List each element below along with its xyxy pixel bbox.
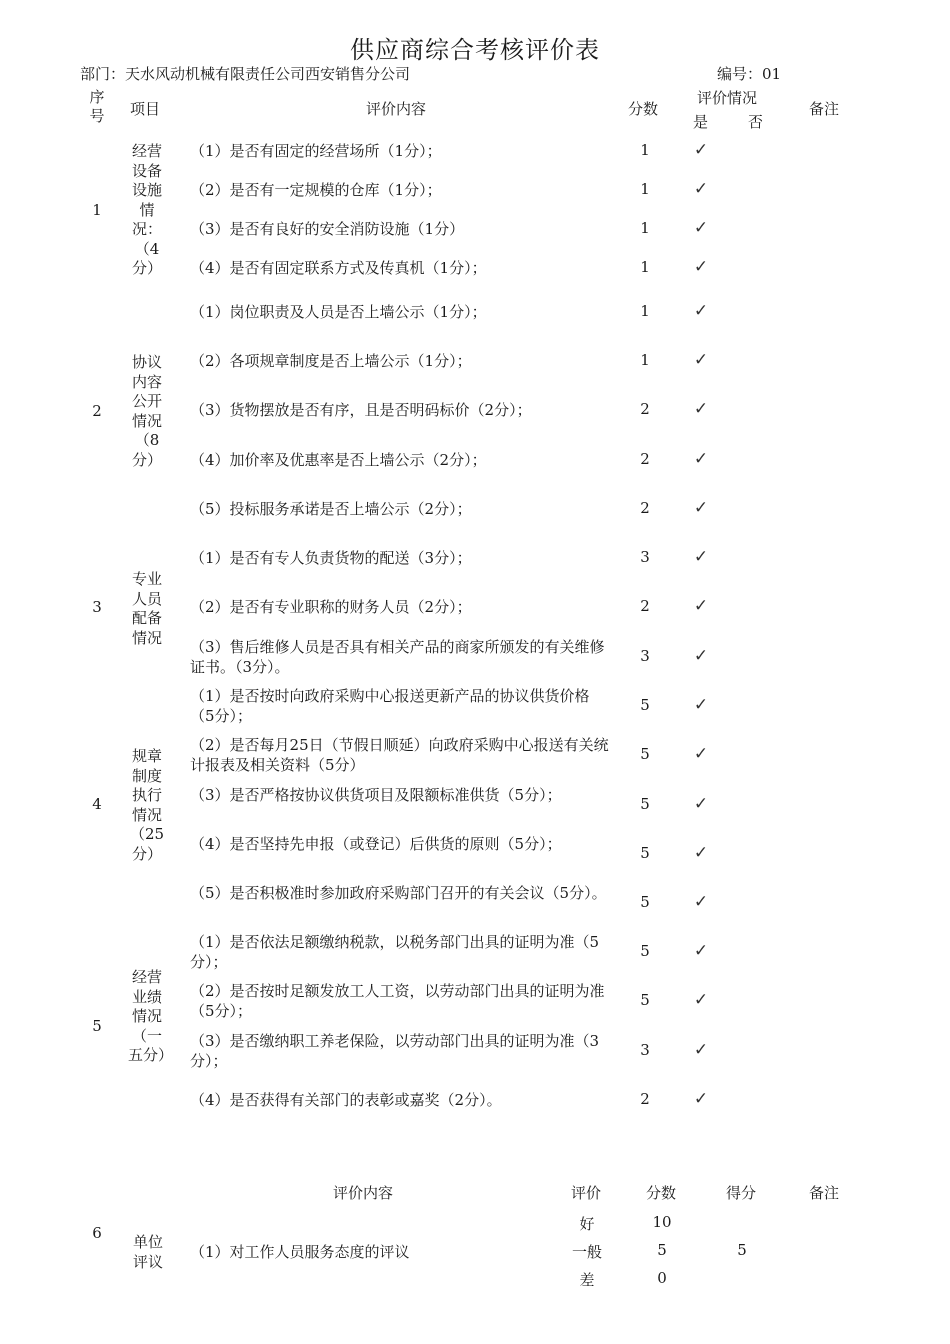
header-score-2: 分数 <box>646 1184 677 1202</box>
seq-number: 4 <box>92 795 102 813</box>
criterion-score: 1 <box>640 351 650 369</box>
check-icon: ✓ <box>693 843 709 863</box>
header-no: 否 <box>748 113 764 131</box>
criterion-score: 1 <box>640 141 650 159</box>
criterion-score: 3 <box>640 548 650 566</box>
criterion-text: （1）对工作人员服务态度的评议 <box>190 1243 410 1261</box>
criterion-text: （4）是否有固定联系方式及传真机（1分）； <box>190 259 487 277</box>
criterion-score: 2 <box>640 400 650 418</box>
header-evaluation: 评价情况 <box>697 89 758 107</box>
criterion-score: 1 <box>640 180 650 198</box>
criterion-text: （4）是否坚持先申报（或登记）后供货的原则（5分）； <box>190 835 562 853</box>
rating-label: 差 <box>579 1271 595 1289</box>
rating-score: 10 <box>652 1213 672 1231</box>
header-seq: 序号 <box>89 88 105 125</box>
criterion-text: （3）是否严格按协议供货项目及限额标准供货（5分）； <box>190 786 562 804</box>
criterion-text: （5）投标服务承诺是否上墙公示（2分）； <box>190 500 472 518</box>
seq-number: 5 <box>92 1017 102 1035</box>
criterion-text: （2）是否按时足额发放工人工资，以劳动部门出具的证明为准（5分）； <box>190 982 605 1020</box>
rating-score: 0 <box>657 1269 667 1287</box>
check-icon: ✓ <box>693 399 709 419</box>
rating-label: 好 <box>579 1215 595 1233</box>
check-icon: ✓ <box>693 892 709 912</box>
header-got: 得分 <box>726 1184 757 1202</box>
header-yes: 是 <box>693 113 709 131</box>
header-rating: 评价 <box>571 1184 602 1202</box>
criterion-score: 5 <box>640 991 650 1009</box>
check-icon: ✓ <box>693 794 709 814</box>
category-label: 专业人员配备情况 <box>131 570 162 647</box>
category-label: 单位评议 <box>132 1233 163 1271</box>
category-label: 经营业绩情况（一五分） <box>128 968 174 1064</box>
seq-number: 1 <box>92 201 102 219</box>
check-icon: ✓ <box>693 695 709 715</box>
header-remark-2: 备注 <box>809 1184 840 1202</box>
check-icon: ✓ <box>693 941 709 961</box>
criterion-text: （2）是否有一定规模的仓库（1分）； <box>190 181 442 199</box>
page-title: 供应商综合考核评价表 <box>350 36 600 64</box>
criterion-score: 2 <box>640 597 650 615</box>
criterion-text: （2）各项规章制度是否上墙公示（1分）； <box>190 352 472 370</box>
check-icon: ✓ <box>693 646 709 666</box>
criterion-score: 2 <box>640 450 650 468</box>
check-icon: ✓ <box>693 350 709 370</box>
check-icon: ✓ <box>693 1040 709 1060</box>
check-icon: ✓ <box>693 498 709 518</box>
criterion-text: （2）是否每月25日（节假日顺延）向政府采购中心报送有关统计报表及相关资料（5分） <box>190 736 609 774</box>
serial-number: 编号：01 <box>717 65 782 83</box>
seq-number: 3 <box>92 598 102 616</box>
check-icon: ✓ <box>693 140 709 160</box>
check-icon: ✓ <box>693 301 709 321</box>
header-project: 项目 <box>130 100 161 118</box>
criterion-text: （3）货物摆放是否有序，且是否明码标价（2分）； <box>190 401 532 419</box>
criterion-text: （5）是否积极准时参加政府采购部门召开的有关会议（5分）。 <box>190 884 607 902</box>
seq-number: 2 <box>92 402 102 420</box>
got-score: 5 <box>737 1241 747 1259</box>
check-icon: ✓ <box>693 179 709 199</box>
criterion-text: （1）岗位职责及人员是否上墙公示（1分）； <box>190 303 487 321</box>
department-label: 部门：天水风动机械有限责任公司西安销售分公司 <box>80 65 411 83</box>
check-icon: ✓ <box>693 990 709 1010</box>
check-icon: ✓ <box>693 547 709 567</box>
criterion-score: 1 <box>640 302 650 320</box>
category-label: 协议内容公开情况（8分） <box>131 353 162 469</box>
criterion-text: （1）是否按时向政府采购中心报送更新产品的协议供货价格（5分）； <box>190 687 590 725</box>
criterion-score: 5 <box>640 795 650 813</box>
category-label: 规章制度执行情况（25分） <box>129 747 165 863</box>
category-label: 经营设备设施 情况：（4分） <box>131 142 162 277</box>
criterion-score: 2 <box>640 1090 650 1108</box>
criterion-score: 5 <box>640 745 650 763</box>
header-content: 评价内容 <box>366 100 427 118</box>
criterion-text: （1）是否有专人负责货物的配送（3分）； <box>190 549 472 567</box>
check-icon: ✓ <box>693 449 709 469</box>
check-icon: ✓ <box>693 257 709 277</box>
check-icon: ✓ <box>693 218 709 238</box>
header-score: 分数 <box>628 100 659 118</box>
criterion-score: 3 <box>640 647 650 665</box>
check-icon: ✓ <box>693 744 709 764</box>
criterion-text: （3）是否缴纳职工养老保险，以劳动部门出具的证明为准（3分）； <box>190 1032 600 1070</box>
criterion-text: （2）是否有专业职称的财务人员（2分）； <box>190 598 472 616</box>
criterion-score: 1 <box>640 219 650 237</box>
criterion-score: 5 <box>640 942 650 960</box>
criterion-text: （4）加价率及优惠率是否上墙公示（2分）； <box>190 451 487 469</box>
criterion-text: （3）售后维修人员是否具有相关产品的商家所颁发的有关维修证书。（3分）。 <box>190 638 605 676</box>
criterion-text: （1）是否依法足额缴纳税款，以税务部门出具的证明为准（5分）； <box>190 933 600 971</box>
rating-label: 一般 <box>571 1243 602 1261</box>
criterion-score: 5 <box>640 844 650 862</box>
criterion-text: （3）是否有良好的安全消防设施（1分） <box>190 220 465 238</box>
criterion-text: （1）是否有固定的经营场所（1分）； <box>190 142 442 160</box>
rating-score: 5 <box>657 1241 667 1259</box>
criterion-score: 3 <box>640 1041 650 1059</box>
criterion-score: 5 <box>640 893 650 911</box>
seq-number: 6 <box>92 1224 102 1242</box>
header-remark: 备注 <box>809 100 840 118</box>
check-icon: ✓ <box>693 596 709 616</box>
criterion-text: （4）是否获得有关部门的表彰或嘉奖（2分）。 <box>190 1091 502 1109</box>
criterion-score: 2 <box>640 499 650 517</box>
header-content-2: 评价内容 <box>333 1184 394 1202</box>
check-icon: ✓ <box>693 1089 709 1109</box>
criterion-score: 1 <box>640 258 650 276</box>
criterion-score: 5 <box>640 696 650 714</box>
